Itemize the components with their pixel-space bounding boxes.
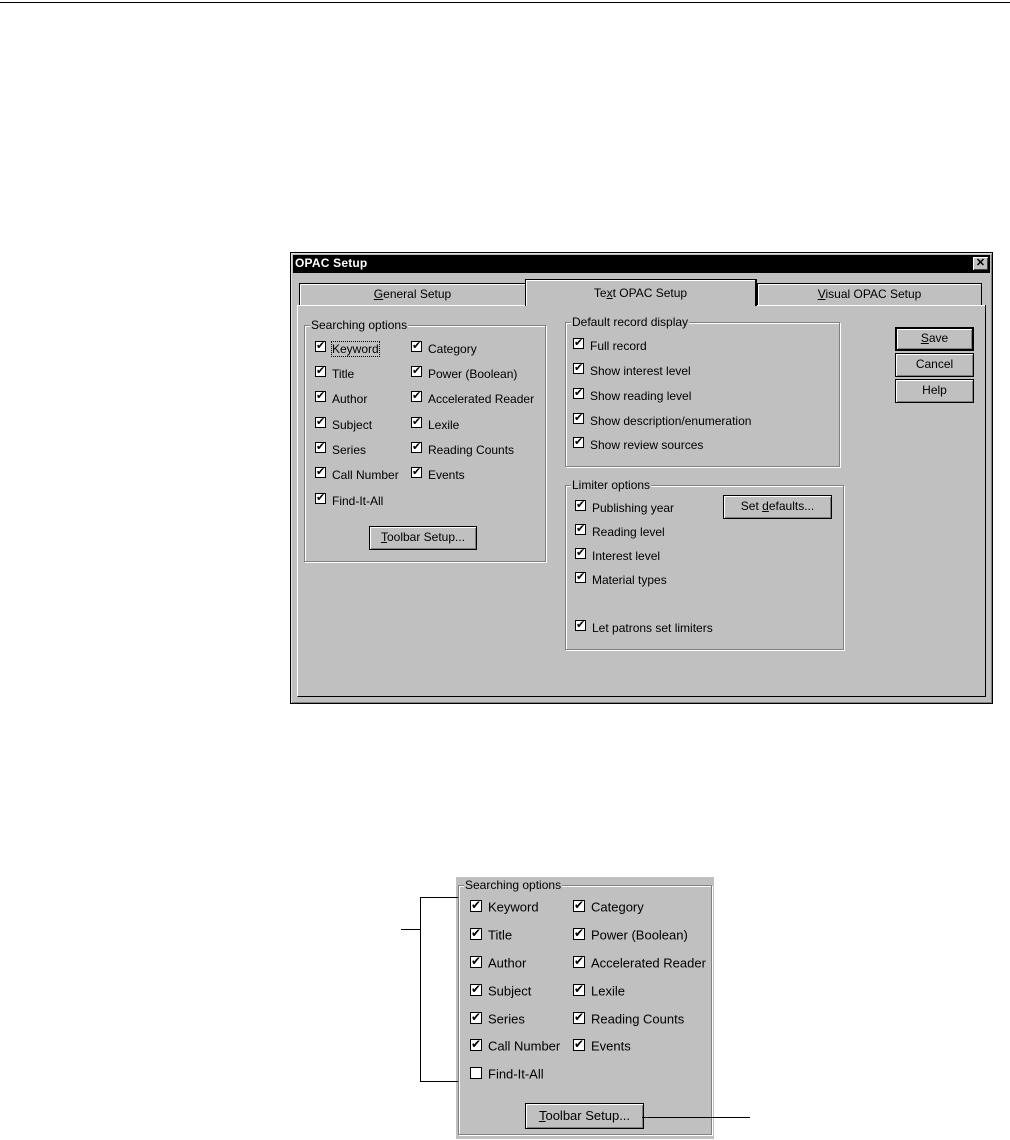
checkbox-label: Category <box>591 899 644 915</box>
checkbox-label: Find-It-All <box>332 493 384 508</box>
callout-bracket-bottom <box>420 1081 458 1082</box>
checkbox-label: Power (Boolean) <box>591 927 688 943</box>
checkbox-box[interactable] <box>573 1012 585 1024</box>
group-legend: Default record display <box>572 315 689 329</box>
checkbox-box[interactable] <box>411 417 422 428</box>
checkbox-title[interactable] <box>470 927 512 943</box>
checkbox-box[interactable] <box>575 548 586 559</box>
checkbox-label: Show reading level <box>590 388 692 403</box>
checkbox-let-patrons-set-limiters[interactable] <box>575 619 713 635</box>
checkbox-label: Lexile <box>428 417 460 432</box>
checkbox-events[interactable] <box>411 466 465 482</box>
checkbox-power-boolean[interactable] <box>573 927 688 943</box>
button-mnemonic: T <box>380 530 387 544</box>
checkbox-label: Lexile <box>591 983 625 999</box>
checkbox-box[interactable] <box>315 366 326 377</box>
checkbox-box[interactable] <box>575 572 586 583</box>
checkbox-box[interactable] <box>315 341 326 352</box>
checkbox-call-number[interactable] <box>315 466 399 482</box>
checkbox-label: Series <box>332 442 367 457</box>
checkbox-box[interactable] <box>573 984 585 996</box>
tab-mnemonic: x <box>606 286 613 300</box>
limiter-options-group <box>565 478 844 650</box>
searching-options-detail-group <box>458 878 712 1135</box>
checkbox-find-it-all[interactable] <box>470 1066 544 1082</box>
checkbox-label: Call Number <box>488 1038 561 1054</box>
checkbox-box[interactable] <box>470 984 482 996</box>
searching-options-detail <box>456 877 714 1139</box>
checkbox-show-review-sources[interactable] <box>573 436 703 452</box>
checkbox-reading-counts[interactable] <box>411 441 514 457</box>
checkbox-lexile[interactable] <box>411 416 459 432</box>
page-top-rule <box>0 2 1010 3</box>
checkbox-find-it-all[interactable] <box>315 492 383 508</box>
button-mnemonic: S <box>920 331 929 345</box>
button-label-part: efaults... <box>768 499 815 513</box>
checkbox-box[interactable] <box>470 956 482 968</box>
checkbox-call-number[interactable] <box>470 1038 560 1054</box>
checkbox-author[interactable] <box>470 955 526 971</box>
checkbox-box[interactable] <box>573 928 585 940</box>
checkbox-label: Category <box>428 341 477 356</box>
help-button[interactable]: Help <box>895 379 974 403</box>
checkbox-box[interactable] <box>573 338 584 349</box>
checkbox-box[interactable] <box>470 928 482 940</box>
group-legend: Limiter options <box>572 478 651 492</box>
checkbox-series[interactable] <box>315 441 366 457</box>
checkbox-publishing-year[interactable] <box>575 499 674 515</box>
checkbox-box[interactable] <box>411 391 422 402</box>
checkbox-label: Accelerated Reader <box>591 955 706 971</box>
button-mnemonic: T <box>538 1108 546 1123</box>
callout-bracket-leader <box>401 929 420 930</box>
callout-toolbar-leader <box>642 1117 750 1118</box>
checkbox-box[interactable] <box>573 413 584 424</box>
checkbox-box[interactable] <box>315 391 326 402</box>
checkbox-series[interactable] <box>470 1011 525 1027</box>
checkbox-label: Keyword <box>488 899 539 915</box>
callout-bracket-top <box>420 897 458 898</box>
checkbox-category[interactable] <box>573 899 644 915</box>
title-bar <box>293 255 990 273</box>
opac-setup-dialog <box>290 252 993 704</box>
checkbox-accelerated-reader[interactable] <box>411 390 534 406</box>
checkbox-show-description[interactable] <box>573 412 751 428</box>
checkbox-box[interactable] <box>573 900 585 912</box>
checkbox-box[interactable] <box>411 467 422 478</box>
checkbox-label: Reading Counts <box>428 442 515 457</box>
callout-bracket-vertical <box>420 897 421 1082</box>
checkbox-events[interactable] <box>573 1038 631 1054</box>
checkbox-box[interactable] <box>573 1039 585 1051</box>
tab-text-opac-setup[interactable] <box>525 279 757 306</box>
checkbox-label: Keyword <box>332 341 379 356</box>
checkbox-keyword[interactable] <box>315 340 379 356</box>
checkbox-label: Material types <box>592 572 667 587</box>
checkbox-title[interactable] <box>315 365 354 381</box>
tab-label-part: isual OPAC Setup <box>825 287 922 301</box>
record-display-group <box>565 315 840 467</box>
toolbar-setup-button[interactable] <box>525 1103 644 1129</box>
button-label-part: ave <box>928 331 949 345</box>
checkbox-box[interactable] <box>573 388 584 399</box>
checkbox-label: Show review sources <box>590 437 704 452</box>
searching-options-group <box>304 318 546 562</box>
tab-visual-opac-setup[interactable] <box>757 283 982 305</box>
checkbox-label: Show description/enumeration <box>590 413 752 428</box>
checkbox-show-reading-level[interactable] <box>573 387 691 403</box>
checkbox-full-record[interactable] <box>573 337 647 353</box>
tab-label-part: t OPAC Setup <box>612 286 688 300</box>
checkbox-box[interactable] <box>315 442 326 453</box>
checkbox-label: Interest level <box>592 548 661 563</box>
checkbox-label: Call Number <box>332 467 399 482</box>
checkbox-box[interactable] <box>411 442 422 453</box>
tab-mnemonic: G <box>373 287 384 301</box>
checkbox-box[interactable] <box>411 366 422 377</box>
group-legend: Searching options <box>311 318 408 332</box>
checkbox-label: Show interest level <box>590 363 691 378</box>
button-label-part: oolbar Setup... <box>545 1108 631 1123</box>
checkbox-label: Reading Counts <box>591 1011 685 1027</box>
dialog-title: OPAC Setup <box>295 256 368 270</box>
checkbox-label: Subject <box>488 983 532 999</box>
checkbox-box[interactable] <box>315 493 326 504</box>
button-label-part: oolbar Setup... <box>386 530 466 544</box>
checkbox-box[interactable] <box>575 500 586 511</box>
checkbox-label: Author <box>332 391 368 406</box>
checkbox-accelerated-reader[interactable] <box>573 955 706 971</box>
checkbox-interest-level[interactable] <box>575 547 660 563</box>
checkbox-lexile[interactable] <box>573 983 625 999</box>
checkbox-subject[interactable] <box>470 983 531 999</box>
checkbox-box[interactable] <box>470 1012 482 1024</box>
checkbox-label: Series <box>488 1011 525 1027</box>
checkbox-category[interactable] <box>411 340 477 356</box>
checkbox-label: Title <box>488 927 513 943</box>
tab-label-part: eneral Setup <box>383 287 452 301</box>
checkbox-label: Reading level <box>592 524 665 539</box>
checkbox-label: Power (Boolean) <box>428 366 518 381</box>
group-legend: Searching options <box>465 878 562 892</box>
checkbox-box[interactable] <box>575 524 586 535</box>
checkbox-box[interactable] <box>470 1039 482 1051</box>
checkbox-box[interactable] <box>573 363 584 374</box>
checkbox-show-interest-level[interactable] <box>573 362 691 378</box>
checkbox-box[interactable] <box>470 900 482 912</box>
button-mnemonic: d <box>762 499 769 513</box>
toolbar-setup-button[interactable] <box>369 526 477 550</box>
button-label-part: Set <box>740 499 763 513</box>
checkbox-power-boolean[interactable] <box>411 365 517 381</box>
checkbox-label: Subject <box>332 417 373 432</box>
checkbox-reading-counts[interactable] <box>573 1011 684 1027</box>
checkbox-label: Full record <box>590 338 647 353</box>
tab-mnemonic: V <box>817 287 826 301</box>
checkbox-label: Publishing year <box>592 500 675 515</box>
checkbox-label: Find-It-All <box>488 1066 544 1082</box>
checkbox-box[interactable] <box>575 620 586 631</box>
checkbox-label: Events <box>428 467 465 482</box>
checkbox-box[interactable] <box>470 1067 482 1079</box>
checkbox-subject[interactable] <box>315 416 372 432</box>
tab-general-setup[interactable] <box>299 283 526 305</box>
checkbox-box[interactable] <box>315 417 326 428</box>
checkbox-box[interactable] <box>411 341 422 352</box>
checkbox-label: Author <box>488 955 527 971</box>
checkbox-box[interactable] <box>573 956 585 968</box>
checkbox-box[interactable] <box>573 437 584 448</box>
checkbox-material-types[interactable] <box>575 571 667 587</box>
set-defaults-button[interactable] <box>723 495 832 519</box>
save-button[interactable] <box>895 327 974 351</box>
tab-label-part: Te <box>593 286 607 300</box>
checkbox-label: Title <box>332 366 355 381</box>
checkbox-keyword[interactable] <box>470 899 539 915</box>
close-icon[interactable]: ✕ <box>973 257 988 270</box>
checkbox-box[interactable] <box>315 467 326 478</box>
checkbox-label: Accelerated Reader <box>428 391 535 406</box>
checkbox-author[interactable] <box>315 390 367 406</box>
checkbox-label: Let patrons set limiters <box>592 620 713 635</box>
cancel-button[interactable]: Cancel <box>895 353 974 377</box>
checkbox-reading-level[interactable] <box>575 523 665 539</box>
checkbox-label: Events <box>591 1038 631 1054</box>
